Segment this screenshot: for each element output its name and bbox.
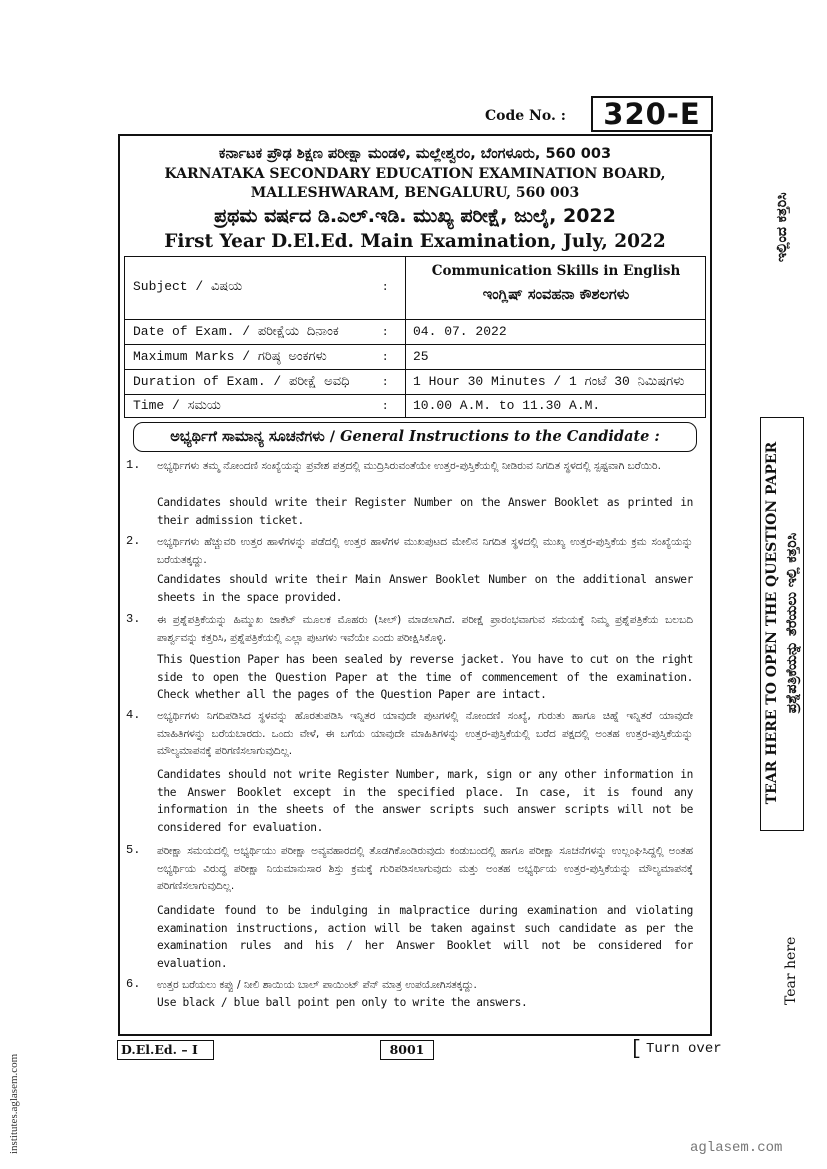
instruction-english: Use black / blue ball point pen only to write the answers. xyxy=(157,996,528,1009)
instruction-english: Candidates should not write Register Number, mark, sign or any other information in the Answer Booklet except in the specified place. In case, it is found any information in the sheets of the answer scripts such answer scripts will not be considered for evaluation. xyxy=(157,768,693,834)
instruction-kannada: ಉತ್ತರ ಬರೆಯಲು ಕಪ್ಪು / ನೀಲಿ ಶಾಯಿಯ ಬಾಲ್ ಪಾಯಿಂಟ್ ಪೆನ್ ಮಾತ್ರ ಉಪಯೋಗಿಸತಕ್ಕದ್ದು. xyxy=(157,979,477,991)
instruction-number: 1. xyxy=(126,458,141,472)
cut-here-kannada-top: ಇಲ್ಲಿಂದ ಕತ್ತರಿಸಿ xyxy=(774,192,790,262)
exam-info-table xyxy=(124,256,706,418)
subject-label: Subject / ವಿಷಯ xyxy=(133,279,243,294)
instruction-number: 5. xyxy=(126,843,141,857)
instruction-english: This Question Paper has been sealed by reverse jacket. You have to cut on the right side to open the Question Paper at the time of commencement of the examination. Check whether all the pages of the Question Paper are intact. xyxy=(157,653,693,701)
instruction-number: 2. xyxy=(126,534,141,548)
board-name-english: KARNATAKA SECONDARY EDUCATION EXAMINATION BOARD, xyxy=(164,166,666,182)
bracket: [ xyxy=(630,1038,643,1061)
max-marks-value: 25 xyxy=(413,349,429,364)
info-row xyxy=(125,344,705,370)
paper-serial: 8001 xyxy=(380,1040,434,1060)
board-address: MALLESHWARAM, BENGALURU, 560 003 xyxy=(250,185,580,201)
turn-over-text: Turn over xyxy=(646,1041,722,1057)
instruction-number: 6. xyxy=(126,977,141,991)
exam-title-english: First Year D.El.Ed. Main Examination, July, 2022 xyxy=(164,231,666,252)
paper-code: 320-E xyxy=(591,96,713,132)
instruction-english: Candidates should write their Register Number on the Answer Booklet as printed in their admission ticket. xyxy=(157,496,693,527)
colon: : xyxy=(383,279,388,294)
instruction-number: 4. xyxy=(126,708,141,722)
time-value: 10.00 A.M. to 11.30 A.M. xyxy=(413,398,601,413)
date-value: 04. 07. 2022 xyxy=(413,324,507,339)
subject-english: Communication Skills in English xyxy=(431,263,681,279)
info-row xyxy=(125,369,705,395)
instruction-kannada: ಅಭ್ಯರ್ಥಿಗಳು ತಮ್ಮ ನೋಂದಣಿ ಸಂಖ್ಯೆಯನ್ನು ಪ್ರವೇಶ ಪತ್ರದಲ್ಲಿ ಮುದ್ರಿಸಿರುವಂತೆಯೇ ಉತ್ತರ-ಪುಸ್ತಿಕೆಯಲ್ಲಿ ನೀಡಿರುವ ನಿಗದಿತ ಸ್ಥಳದಲ್ಲಿ ಸ್ಪಷ್ಟವಾಗಿ ಬರೆಯಿರಿ. xyxy=(157,460,661,472)
exam-title-kannada: ಪ್ರಥಮ ವರ್ಷದ ಡಿ.ಎಲ್.ಇಡಿ. ಮುಖ್ಯ ಪರೀಕ್ಷೆ, ಜುಲೈ, 2022 xyxy=(214,205,616,227)
instruction-kannada: ಅಭ್ಯರ್ಥಿಗಳು ನಿಗದಿಪಡಿಸಿದ ಸ್ಥಳವನ್ನು ಹೊರತುಪಡಿಸಿ ಇನ್ನಿತರ ಯಾವುದೇ ಪುಟಗಳಲ್ಲಿ ನೋಂದಣಿ ಸಂಖ್ಯೆ, ಗುರುತು ಹಾಗೂ ಚಿಹ್ನೆ ಇನ್ನಿತರೆ ಯಾವುದೇ ಮಾಹಿತಿಗಳನ್ನು ಬರೆಯಬಾರದು. ಒಂದು ವೇಳೆ, ಈ ಬಗೆಯ ಯಾವುದೇ ಮಾಹಿತಿಗಳನ್ನು ಉತ್ತರ-ಪುಸ್ತಿಕೆಯಲ್ಲಿ ಬರೆದ ಪಕ್ಷದಲ್ಲಿ ಅಂತಹ ಉತ್ತರ-ಪುಸ್ತಿಕೆಯನ್ನು ಮೌಲ್ಯಮಾಪನಕ್ಕೆ ಪರಿಗಣಿಸಲಾಗುವುದಿಲ್ಲ. xyxy=(157,710,693,757)
subject-kannada: ಇಂಗ್ಲಿಷ್ ಸಂವಹನಾ ಕೌಶಲಗಳು xyxy=(482,287,630,303)
watermark-url: institutes.aglasem.com xyxy=(8,1053,20,1154)
info-row xyxy=(125,394,705,418)
time-label: Time / ಸಮಯ xyxy=(133,398,221,413)
colon: : xyxy=(383,374,388,389)
instruction-kannada: ಈ ಪ್ರಶ್ನೆಪತ್ರಿಕೆಯನ್ನು ಹಿಮ್ಮುಖ ಜಾಕೆಟ್ ಮೂಲಕ ಮೊಹರು (ಸೀಲ್) ಮಾಡಲಾಗಿದೆ. ಪರೀಕ್ಷೆ ಪ್ರಾರಂಭವಾಗುವ ಸಮಯಕ್ಕೆ ನಿಮ್ಮ ಪ್ರಶ್ನೆಪತ್ರಿಕೆಯ ಬಲಬದಿ ಪಾರ್ಶ್ವವನ್ನು ಕತ್ತರಿಸಿ, ಪ್ರಶ್ನೆಪತ್ರಿಕೆಯಲ್ಲಿ ಎಲ್ಲಾ ಪುಟಗಳು ಇವೆಯೇ ಎಂದು ಪರೀಕ್ಷಿಸಿಕೊಳ್ಳಿ. xyxy=(157,614,693,644)
board-name-kannada: ಕರ್ನಾಟಕ ಪ್ರೌಢ ಶಿಕ್ಷಣ ಪರೀಕ್ಷಾ ಮಂಡಳಿ, ಮಲ್ಲೇಶ್ವರಂ, ಬೆಂಗಳೂರು, 560 003 xyxy=(218,146,612,162)
info-row xyxy=(125,319,705,345)
instruction-english: Candidate found to be indulging in malpractice during examination and violating examination instructions, action will be taken against such candidate as per the examination rules and his / her Answer Booklet will not be considered for evaluation. xyxy=(157,904,693,970)
date-label: Date of Exam. / ಪರೀಕ್ಷೆಯ ದಿನಾಂಕ xyxy=(133,324,339,339)
colon: : xyxy=(383,349,388,364)
instructions-heading-kannada: ಅಭ್ಯರ್ಥಿಗೆ ಸಾಮಾನ್ಯ ಸೂಚನೆಗಳು / xyxy=(170,429,341,445)
instructions-heading-english: General Instructions to the Candidate : xyxy=(340,428,660,445)
site-watermark: aglasem.com xyxy=(690,1140,783,1156)
duration-label: Duration of Exam. / ಪರೀಕ್ಷೆ ಅವಧಿ xyxy=(133,374,350,389)
colon: : xyxy=(383,398,388,413)
tear-here-kannada: ಪ್ರಶ್ನೆಪತ್ರಿಕೆಯನ್ನು ತೆರೆಯಲು ಇಲ್ಲಿ ಕತ್ತರಿಸಿ xyxy=(784,532,800,714)
subject-row xyxy=(125,257,705,319)
instruction-english: Candidates should write their Main Answer Booklet Number on the additional answer sheets in the space provided. xyxy=(157,573,693,604)
max-marks-label: Maximum Marks / ಗರಿಷ್ಠ ಅಂಕಗಳು xyxy=(133,349,327,364)
colon: : xyxy=(383,324,388,339)
instructions-heading xyxy=(133,422,697,452)
instruction-kannada: ಪರೀಕ್ಷಾ ಸಮಯದಲ್ಲಿ ಅಭ್ಯರ್ಥಿಯು ಪರೀಕ್ಷಾ ಅವ್ಯವಹಾರದಲ್ಲಿ ತೊಡಗಿಕೊಂಡಿರುವುದು ಕಂಡುಬಂದಲ್ಲಿ ಹಾಗೂ ಪರೀಕ್ಷಾ ಸೂಚನೆಗಳನ್ನು ಉಲ್ಲಂಘಿಸಿದ್ದಲ್ಲಿ ಅಂತಹ ಅಭ್ಯರ್ಥಿಯ ವಿರುದ್ಧ ಪರೀಕ್ಷಾ ನಿಯಮಾನುಸಾರ ಶಿಸ್ತು ಕ್ರಮಕ್ಕೆ ಗುರಿಪಡಿಸಲಾಗುವುದು ಮತ್ತು ಅಂತಹ ಅಭ್ಯರ್ಥಿಯ ಉತ್ತರ-ಪುಸ್ತಿಕೆಯನ್ನು ಮೌಲ್ಯಮಾಪನಕ್ಕೆ ಪರಿಗಣಿಸಲಾಗುವುದಿಲ್ಲ. xyxy=(157,845,693,892)
turn-over xyxy=(630,1038,722,1061)
instruction-kannada: ಅಭ್ಯರ್ಥಿಗಳು ಹೆಚ್ಚುವರಿ ಉತ್ತರ ಹಾಳೆಗಳನ್ನು ಪಡೆದಲ್ಲಿ ಉತ್ತರ ಹಾಳೆಗಳ ಮುಖಪುಟದ ಮೇಲಿನ ನಿಗದಿತ ಸ್ಥಳದಲ್ಲಿ ಮುಖ್ಯ ಉತ್ತರ-ಪುಸ್ತಿಕೆಯ ಕ್ರಮ ಸಂಖ್ಯೆಯನ್ನು ಬರೆಯತಕ್ಕದ್ದು. xyxy=(157,536,693,566)
code-label: Code No. : xyxy=(485,108,566,124)
tear-here-english: TEAR HERE TO OPEN THE QUESTION PAPER xyxy=(764,441,780,805)
duration-value: 1 Hour 30 Minutes / 1 ಗಂಟೆ 30 ನಿಮಿಷಗಳು xyxy=(413,374,685,389)
course-code: D.El.Ed. – I xyxy=(117,1040,214,1060)
instruction-number: 3. xyxy=(126,612,141,626)
tear-here-label: Tear here xyxy=(783,936,799,1005)
